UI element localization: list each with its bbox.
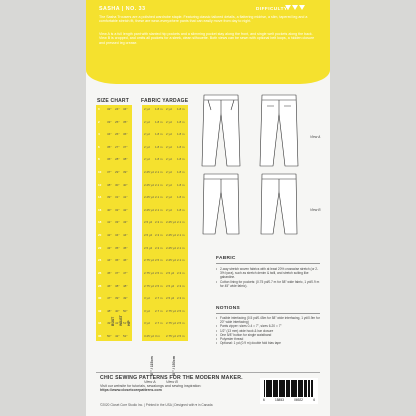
table-cell: 2.1 m	[155, 195, 163, 200]
table-cell: 2.75 yd	[144, 270, 154, 275]
table-cell: 36"	[107, 157, 112, 162]
fabric-yardage-title: FABRIC YARDAGE	[141, 98, 189, 104]
barcode-digits: 6	[263, 398, 265, 402]
table-cell: 2 yd	[144, 157, 150, 162]
fabric-rule	[216, 263, 320, 264]
size-row-labels	[97, 270, 133, 328]
table-cell: 1.8 m	[177, 144, 185, 149]
pattern-title: SASHA | NO. 33	[99, 6, 146, 12]
table-cell: 1.8 m	[155, 107, 163, 111]
table-cell: 2.75 yd	[166, 321, 176, 326]
table-cell: 50"	[107, 333, 112, 338]
table-cell: 14	[98, 195, 102, 200]
table-cell: 2 yd	[166, 119, 172, 124]
table-cell: 1.8 m	[155, 144, 163, 149]
fabric-width-45: 45" / 115cm	[150, 356, 154, 376]
table-cell: 2.5 m	[177, 333, 185, 338]
yellow-header	[86, 0, 330, 84]
barcode-digits: 15853	[275, 398, 284, 402]
table-cell: 2.75 yd	[144, 258, 154, 263]
table-cell: 47"	[107, 296, 112, 301]
table-cell: 36"	[115, 258, 120, 263]
table-cell: 1.8 m	[177, 157, 185, 162]
table-cell: 1.8 m	[177, 195, 185, 200]
table-column	[155, 108, 163, 338]
table-cell: 38"	[107, 182, 112, 187]
difficulty-label: DIFFICULTY:	[256, 6, 290, 11]
notions-title: NOTIONS	[216, 306, 240, 311]
table-cell: 1.8 m	[177, 132, 185, 137]
table-cell: 40"	[123, 182, 128, 187]
list-item: • One 5/8" button for single waistband	[216, 333, 320, 337]
table-cell: 51"	[123, 321, 128, 326]
table-cell: 2.5 yd	[144, 220, 153, 225]
table-cell: 2 yd	[166, 170, 172, 175]
table-cell: 33"	[115, 220, 120, 225]
table-cell: 35"	[115, 245, 120, 250]
table-cell: 2.3 m	[155, 233, 163, 238]
visit-line: Visit our website for tutorials, sewalongs and sewing inspiration:	[100, 384, 202, 388]
table-cell: 45"	[107, 270, 112, 275]
table-cell: 2.5 m	[155, 258, 163, 263]
list-item: • 1/2" (13 mm) wide hook & bar closure	[216, 329, 320, 333]
table-cell: 18	[98, 220, 102, 225]
barcode-digits: 06922	[294, 398, 303, 402]
list-item: • 2-way stretch woven fabrics with at least 20% crosswise stretch (or 2-3% lycra), such as stretch denim & twill, and stretch suiting like gabardine.	[216, 267, 320, 280]
row-label-bust: BUST	[111, 316, 115, 326]
table-cell: 2.25 yd	[144, 170, 154, 175]
barcode	[260, 378, 318, 404]
table-cell: 1.8 m	[155, 132, 163, 137]
table-cell: 2.75 yd	[166, 333, 176, 338]
table-cell: 10	[98, 170, 102, 175]
table-cell: 2.5 m	[155, 283, 163, 288]
table-cell: 38"	[123, 157, 128, 162]
table-cell: 49"	[123, 296, 128, 301]
table-cell: 25"	[115, 119, 120, 124]
table-cell: 2.25 yd	[166, 258, 176, 263]
table-cell: 46"	[123, 258, 128, 263]
description-paragraph-1: The Sasha Trousers are a polished wardrobe staple. Featuring classic tailored details, a flattering midrise, a slim, tapered leg and a comfortable stretch fit, these are wear-everywhere pants that can easily move from day to night.	[99, 15, 308, 24]
table-cell: 42"	[123, 207, 128, 212]
table-cell: 41"	[107, 220, 112, 225]
table-cell: 29"	[115, 170, 120, 175]
table-cell: 12	[98, 182, 102, 187]
table-cell: 2.1 m	[177, 233, 185, 238]
table-column	[166, 108, 176, 338]
size-chart-title: SIZE CHART	[97, 98, 129, 104]
table-cell: 31"	[115, 195, 120, 200]
barcode-bar	[312, 380, 313, 397]
table-cell: 16	[98, 207, 102, 212]
table-cell: 32	[98, 308, 102, 313]
table-cell: 43"	[123, 220, 128, 225]
table-cell: 1.8 m	[155, 119, 163, 124]
table-cell: 2.3 m	[155, 245, 163, 250]
v-shape-icon	[285, 5, 291, 10]
website-link[interactable]: https://www.closetcorepatterns.com	[100, 388, 162, 393]
table-cell: 2.5 m	[177, 321, 185, 326]
table-cell: 2.25 yd	[166, 220, 176, 225]
table-cell: 3 m	[155, 333, 161, 338]
table-cell: 2.5 yd	[144, 245, 153, 250]
table-column	[177, 108, 185, 338]
table-cell: 2.5 m	[177, 308, 185, 313]
table-cell: 2.7 m	[155, 308, 163, 313]
table-cell: 2.1 m	[155, 207, 163, 212]
fabric-list	[216, 267, 320, 288]
table-cell: 39"	[107, 195, 112, 200]
table-cell: 30"	[115, 182, 120, 187]
table-cell: 8	[98, 157, 100, 162]
copyright-line: ©2020 Closet Core Studio Inc. | Printed in the USA | Designed with ♥ in Canada	[100, 403, 213, 407]
table-cell: 20	[98, 233, 102, 238]
fabric-width-58: 58" / 150cm	[172, 356, 176, 376]
table-cell: 2 yd	[144, 107, 150, 111]
table-cell: 40"	[107, 207, 112, 212]
table-cell: 35"	[123, 119, 128, 124]
table-cell: 2.75 yd	[144, 283, 154, 288]
table-cell: 44"	[107, 258, 112, 263]
table-cell: 2.25 yd	[144, 207, 154, 212]
table-cell: 42"	[107, 233, 112, 238]
table-cell: 2 yd	[166, 107, 172, 111]
table-cell: 34	[98, 321, 102, 326]
table-cell: 28"	[115, 157, 120, 162]
table-cell: 2 yd	[144, 144, 150, 149]
table-cell: 44"	[123, 233, 128, 238]
table-cell: 0	[98, 107, 100, 111]
table-cell: 2.5 yd	[144, 233, 153, 238]
list-item: • Polyester thread	[216, 337, 320, 341]
table-cell: 39"	[123, 170, 128, 175]
table-cell: 41"	[123, 195, 128, 200]
footer-rule	[96, 372, 320, 373]
table-cell: 2.1 m	[177, 258, 185, 263]
table-cell: 2 yd	[166, 157, 172, 162]
barcode-number	[263, 398, 315, 402]
table-cell: 2.5 m	[155, 270, 163, 275]
table-cell: 37"	[115, 270, 120, 275]
table-cell: 1.8 m	[177, 170, 185, 175]
table-cell: 2 yd	[166, 182, 172, 187]
table-cell: 26	[98, 270, 102, 275]
table-cell: 2.1 m	[155, 182, 163, 187]
table-cell: 2	[98, 119, 100, 124]
table-cell: 35"	[107, 144, 112, 149]
table-cell: 2.5 yd	[166, 283, 175, 288]
table-cell: 33"	[107, 119, 112, 124]
fabric-title: FABRIC	[216, 256, 236, 261]
table-cell: 42"	[115, 333, 120, 338]
table-cell: 34"	[115, 233, 120, 238]
table-cell: 2 yd	[144, 119, 150, 124]
technical-drawings	[196, 92, 324, 250]
table-cell: 2.1 m	[177, 220, 185, 225]
table-cell: 40"	[115, 308, 120, 313]
table-cell: 34"	[123, 107, 128, 111]
table-cell: 1.8 m	[177, 182, 185, 187]
table-cell: 2.25 yd	[144, 182, 154, 187]
list-item: • Pants zipper: sizes 0-4 = 7", sizes 6-20 = 7"	[216, 324, 320, 328]
drawing-view-a-label: View A	[310, 135, 321, 139]
table-view-a-label: View A	[144, 380, 156, 384]
table-cell: 2.3 m	[177, 270, 185, 275]
table-cell: 2.5 yd	[166, 270, 175, 275]
footer-visit-text	[100, 384, 240, 393]
table-cell: 28	[98, 283, 102, 288]
table-cell: 52"	[123, 333, 128, 338]
table-cell: 26"	[115, 132, 120, 137]
list-item: • Optional: 1 yd (0.9 m) double fold bias tape	[216, 341, 320, 345]
table-cell: 46"	[107, 283, 112, 288]
description-paragraph-2: View A is a full length pant with slanted hip pockets and a slimming pocket stay along the front, and single welt pockets along the back. View B is cropped, and omits all pockets for a sleek, clean silhouette. Both views can be sewn with optional belt loops, a hidden closure and pressed leg crease.	[99, 32, 315, 45]
table-cell: 41"	[115, 321, 120, 326]
table-cell: 2.1 m	[155, 170, 163, 175]
barcode-bars	[264, 380, 314, 397]
table-cell: 34"	[107, 132, 112, 137]
notions-rule	[216, 313, 320, 314]
table-cell: 24	[98, 258, 102, 263]
table-cell: 22	[98, 245, 102, 250]
table-cell: 36"	[123, 132, 128, 137]
difficulty-rating	[285, 5, 305, 10]
table-cell: 47"	[123, 270, 128, 275]
table-cell: 2.1 m	[177, 245, 185, 250]
table-cell: 3.25 yd	[144, 333, 154, 338]
table-cell: 49"	[107, 321, 112, 326]
fabric-width-labels	[142, 340, 188, 380]
table-cell: 2 yd	[166, 132, 172, 137]
list-item: • Cotton lining for pockets: (0.75 yd/0.7 m for 58" wide fabric, 1 yd/0.9 m for 45" wide fabric).	[216, 280, 320, 288]
table-cell: 2.25 yd	[144, 195, 154, 200]
table-cell: 2 yd	[166, 195, 172, 200]
table-cell: 48"	[107, 308, 112, 313]
table-cell: 4	[98, 132, 100, 137]
pattern-back-sheet	[86, 0, 330, 416]
table-cell: 37"	[107, 170, 112, 175]
table-cell: 38"	[115, 283, 120, 288]
table-view-b-label: View B	[166, 380, 178, 384]
table-cell: 2 yd	[166, 144, 172, 149]
table-cell: 3 yd	[144, 296, 150, 301]
row-label-waist: WAIST	[119, 315, 123, 326]
table-cell: 30	[98, 296, 102, 301]
table-cell: 43"	[107, 245, 112, 250]
table-cell: 2 yd	[166, 207, 172, 212]
table-cell: 32"	[107, 107, 112, 111]
table-cell: 24"	[115, 107, 120, 111]
table-cell: 1.8 m	[177, 207, 185, 212]
table-cell: 2.3 m	[155, 220, 163, 225]
row-label-hip: HIP	[127, 320, 131, 326]
table-cell: 2.3 m	[177, 283, 185, 288]
table-cell: 39"	[115, 296, 120, 301]
table-cell: 1.8 m	[177, 107, 185, 111]
drawing-view-b-label: View B	[310, 208, 321, 212]
barcode-digits: 6	[313, 398, 315, 402]
table-cell: 36	[98, 333, 102, 338]
table-cell: 32"	[115, 207, 120, 212]
table-cell: 2.7 m	[155, 321, 163, 326]
table-cell: 2.75 yd	[166, 308, 176, 313]
table-cell: 2.25 yd	[166, 233, 176, 238]
table-cell: 2 yd	[144, 132, 150, 137]
table-cell: 3 yd	[144, 308, 150, 313]
table-cell: 50"	[123, 308, 128, 313]
table-cell: 6	[98, 144, 100, 149]
table-cell: 2.5 yd	[166, 296, 175, 301]
list-item: • Fusible interfacing (0.5 yd/0.45m for 58" wide interfacing, 1 yd/0.9m for 20" wide interfacing)	[216, 316, 320, 324]
footer-slogan: CHIC SEWING PATTERNS FOR THE MODERN MAKER.	[100, 375, 243, 381]
table-cell: 1.8 m	[155, 157, 163, 162]
table-cell: 2.3 m	[177, 296, 185, 301]
table-cell: 45"	[123, 245, 128, 250]
table-cell: 1.8 m	[177, 119, 185, 124]
table-cell: 2.25 yd	[166, 245, 176, 250]
table-cell: 37"	[123, 144, 128, 149]
notions-list	[216, 316, 320, 345]
table-cell: 48"	[123, 283, 128, 288]
table-cell: 2.7 m	[155, 296, 163, 301]
table-cell: 27"	[115, 144, 120, 149]
v-shape-icon	[299, 5, 305, 10]
table-cell: 3 yd	[144, 321, 150, 326]
table-column	[144, 108, 154, 338]
v-shape-icon	[292, 5, 298, 10]
